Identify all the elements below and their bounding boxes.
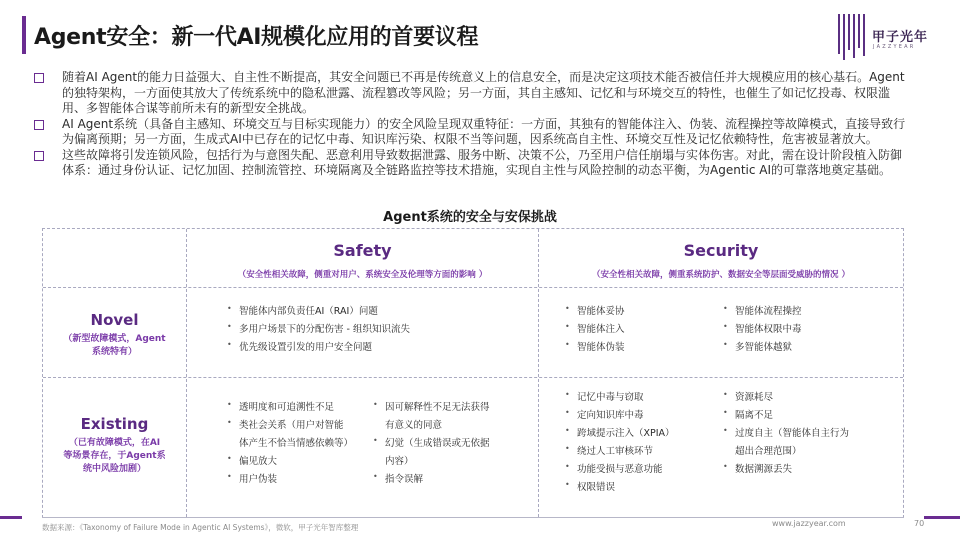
list-item: • 绕过人工审核环节: [565, 443, 675, 461]
list-item: • 记忆中毒与窃取: [565, 389, 675, 407]
brand-logo: [838, 14, 948, 62]
existing-safety-list-a: [227, 399, 353, 489]
list-item: • 隔离不足: [723, 407, 849, 425]
list-item: 体产生不恰当情感依赖等）: [239, 438, 354, 449]
footer-divider: [42, 517, 904, 518]
list-item: • 智能体权限中毒: [723, 321, 802, 339]
list-item: • 多智能体越狱: [723, 339, 802, 357]
list-item: • 因可解释性不足无法获得: [373, 399, 490, 417]
list-item: • 偏见放大: [227, 453, 353, 471]
list-item: • 智能体注入: [565, 321, 625, 339]
list-item: • 多用户场景下的分配伤害 - 组织知识流失: [227, 321, 410, 339]
list-item: • 指令误解: [373, 471, 490, 489]
novel-security-list-a: [565, 303, 625, 357]
list-item: 内容）: [385, 456, 414, 467]
square-bullet-icon: [34, 151, 44, 161]
footer-accent-left: [0, 516, 22, 519]
novel-safety-list: [227, 303, 410, 357]
logo-name: 甲子光年: [872, 30, 929, 45]
existing-safety-list-b: [373, 399, 490, 489]
list-item: • 跨域提示注入（XPIA）: [565, 425, 675, 443]
table-title: Agent系统的安全与安保挑战: [383, 210, 557, 225]
list-item: • 功能受损与恶意功能: [565, 461, 675, 479]
title-accent-bar: [22, 16, 26, 54]
divider: [43, 377, 903, 378]
list-item: • 权限错误: [565, 479, 675, 497]
list-item: • 用户伪装: [227, 471, 353, 489]
page-title: Agent安全：新一代AI规模化应用的首要议程: [34, 25, 479, 50]
footer-accent-right: [924, 516, 960, 519]
list-item: • 幻觉（生成错误或无依据: [373, 435, 490, 453]
novel-header: Novel （新型故障模式，Agent 系统特有）: [63, 311, 166, 357]
list-item: 超出合理范围）: [735, 446, 802, 457]
list-item: • 智能体妥协: [565, 303, 625, 321]
site-url: www.jazzyear.com: [772, 519, 846, 528]
list-item: • 智能体流程操控: [723, 303, 802, 321]
divider: [43, 287, 903, 288]
list-item: • 透明度和可追溯性不足: [227, 399, 353, 417]
list-item: • 定向知识库中毒: [565, 407, 675, 425]
existing-header: Existing （已有故障模式，在AI 等场景存在，于Agent系 统中风险加剧）: [63, 415, 166, 474]
square-bullet-icon: [34, 73, 44, 83]
list-item: 有意义的同意: [385, 420, 443, 431]
bullet-item: AI Agent系统（具备自主感知、环境交互与目标实现能力）的安全风险呈现双重特征：一方面，其独有的智能体注入、伪装、流程操控等故障模式，直接导致行为偏离预期；另一方面，生成式AI中已存在的记忆中毒、知识库污染、权限不当等问题，因系统高自主性、环境交互性及记忆依赖特性，危害被显著放大。: [30, 117, 910, 148]
list-item: • 优先级设置引发的用户安全问题: [227, 339, 410, 357]
list-item: • 智能体内部负责任AI（RAI）问题: [227, 303, 410, 321]
square-bullet-icon: [34, 120, 44, 130]
source-note: 数据来源：《Taxonomy of Failure Mode in Agentic AI Systems》，微软，甲子光年智库整理: [42, 523, 359, 532]
list-item: • 数据溯源丢失: [723, 461, 849, 479]
existing-security-list-b: [723, 389, 849, 479]
challenge-table: [42, 228, 904, 518]
security-header: Security （安全性相关故障，侧重系统防护、数据安全等层面受威胁的情况 ）: [592, 241, 850, 280]
bullet-item: 这些故障将引发连锁风险，包括行为与意图失配、恶意利用导致数据泄露、服务中断、决策不公，乃至用户信任崩塌与实体伤害。对此，需在设计阶段植入防御体系：通过身份认证、记忆加固、控制流管控、环境隔离及全链路监控等技术措施，实现自主性与风险控制的动态平衡，为Agentic AI的可靠落地奠定基础。: [30, 148, 910, 179]
page-number: 70: [914, 519, 925, 528]
existing-security-list-a: [565, 389, 675, 497]
bullet-item: 随着AI Agent的能力日益强大、自主性不断提高，其安全问题已不再是传统意义上的信息安全，而是决定这项技术能否被信任并大规模应用的核心基石。Agent的独特架构，一方面使其放大了传统系统中的隐私泄露、流程篡改等风险；另一方面，其自主感知、记忆和与环境交互的特性，也催生了如记忆投毒、权限滥用、多智能体合谋等前所未有的新型安全挑战。: [30, 70, 910, 117]
list-item: • 资源耗尽: [723, 389, 849, 407]
list-item: • 智能体伪装: [565, 339, 625, 357]
list-item: • 过度自主（智能体自主行为: [723, 425, 849, 443]
novel-security-list-b: [723, 303, 802, 357]
safety-header: Safety （安全性相关故障，侧重对用户、系统安全及伦理等方面的影响 ）: [237, 241, 488, 280]
bullet-list: [30, 70, 910, 179]
list-item: • 类社会关系（用户对智能: [227, 417, 353, 435]
logo-sub: JAZZYEAR: [873, 44, 916, 50]
